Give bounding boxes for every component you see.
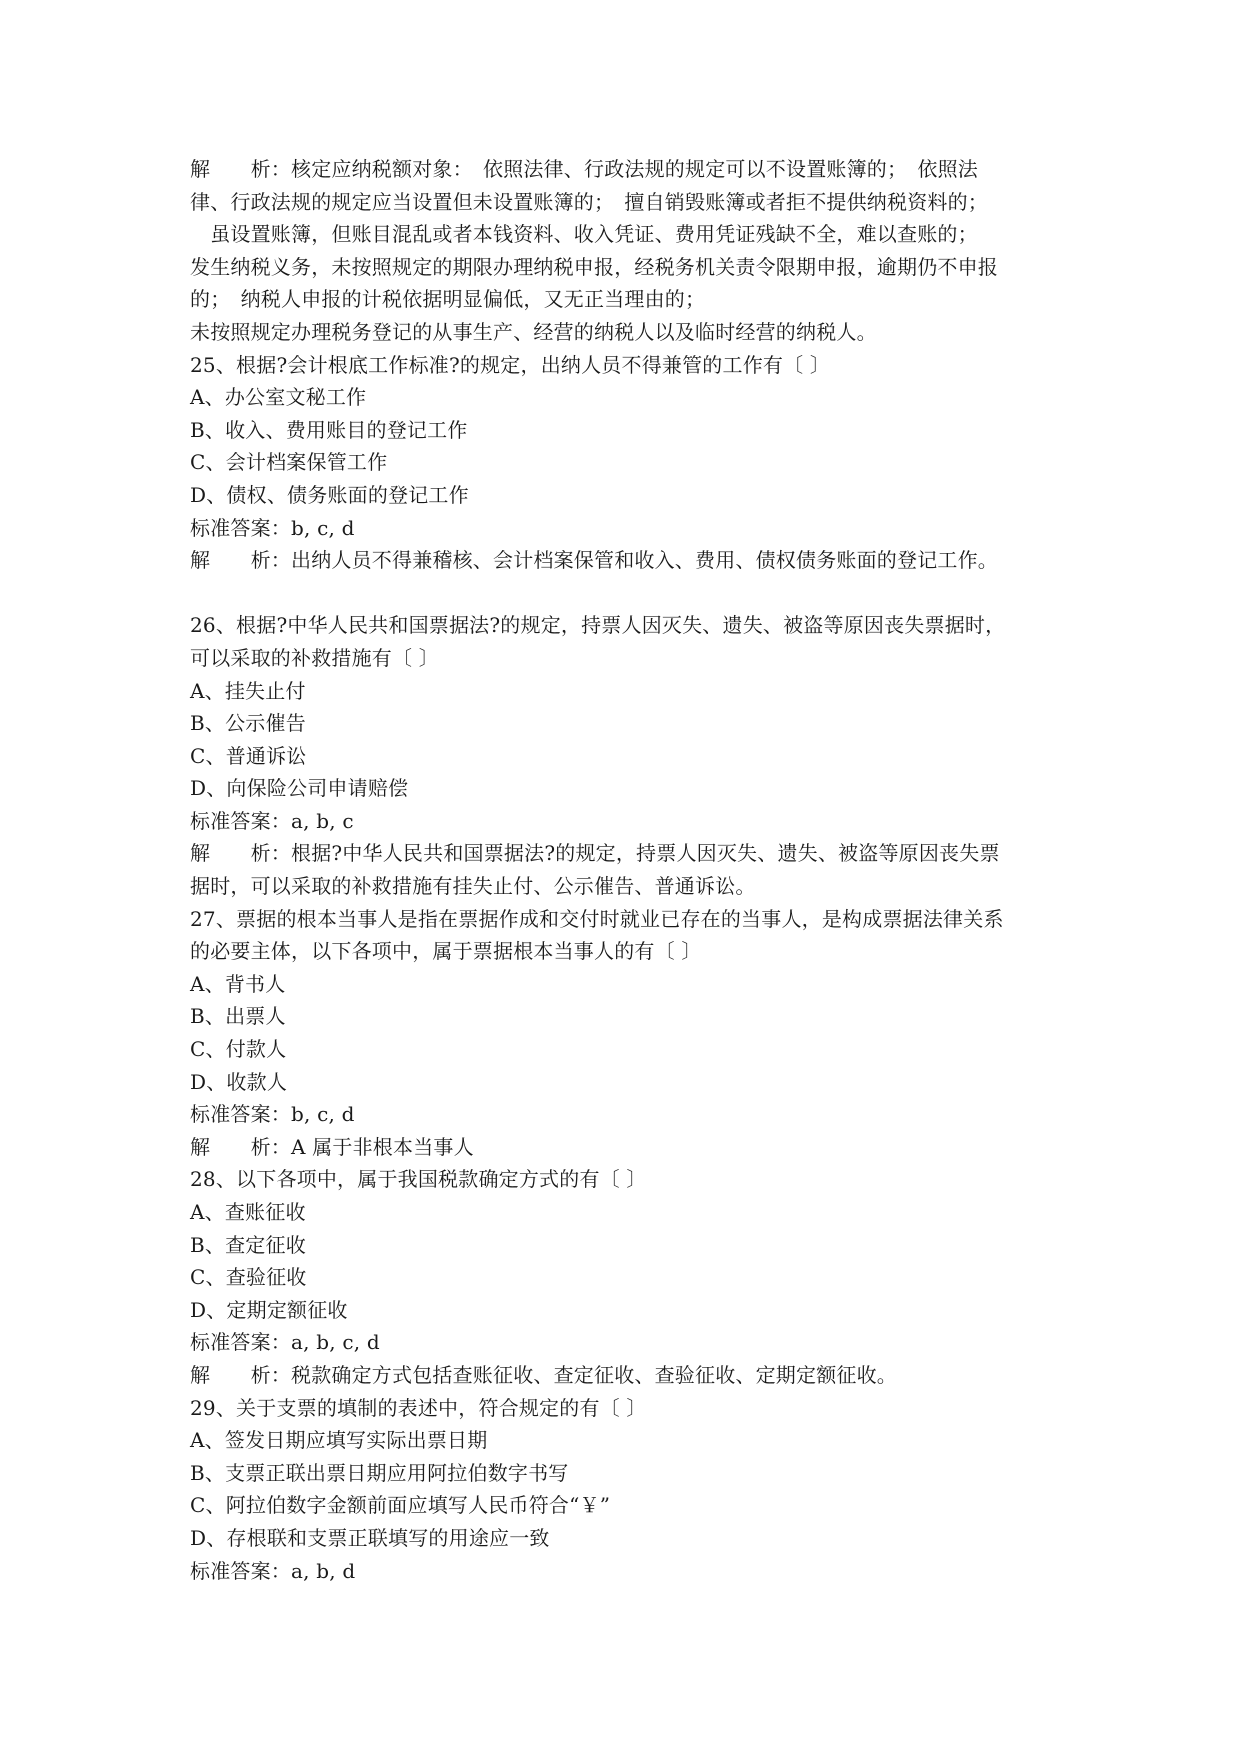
analysis: 解 析：税款确定方式包括查账征收、查定征收、查验征收、定期定额征收。 — [190, 1362, 897, 1387]
option-d: D、债权、债务账面的登记工作 — [190, 482, 469, 507]
option-c: C、会计档案保管工作 — [190, 450, 388, 475]
question-29 — [190, 1392, 1060, 1588]
spacer — [190, 577, 1060, 610]
option-d: D、向保险公司申请赔偿 — [190, 776, 409, 801]
question-stem: 25、根据?会计根底工作标准?的规定，出纳人员不得兼管的工作有〔 〕 — [190, 352, 831, 377]
option-b: B、公示催告 — [190, 711, 306, 736]
question-28 — [190, 1163, 1060, 1391]
option-c: C、查验征收 — [190, 1265, 307, 1290]
text-line: 发生纳税义务，未按照规定的期限办理纳税申报，经税务机关责令限期申报，逾期仍不申报 — [190, 254, 998, 279]
question-25 — [190, 349, 1060, 577]
option-c: C、付款人 — [190, 1037, 287, 1062]
option-b: B、查定征收 — [190, 1232, 306, 1257]
analysis: 解 析：根据?中华人民共和国票据法?的规定，持票人因灭失、遗失、被盗等原因丧失票 — [190, 841, 1000, 866]
question-26 — [190, 609, 1060, 902]
option-c: C、阿拉伯数字金额前面应填写人民币符合“￥” — [190, 1493, 611, 1518]
standard-answer: 标准答案：a, b, c — [190, 808, 354, 833]
option-a: A、背书人 — [190, 971, 286, 996]
analysis: 据时，可以采取的补救措施有挂失止付、公示催告、普通诉讼。 — [190, 874, 756, 899]
question-stem: 28、以下各项中，属于我国税款确定方式的有〔 〕 — [190, 1167, 647, 1192]
question-27 — [190, 903, 1060, 1164]
question-stem: 可以采取的补救措施有〔 〕 — [190, 645, 439, 670]
option-d: D、存根联和支票正联填写的用途应一致 — [190, 1525, 550, 1550]
text-line: 律、行政法规的规定应当设置但未设置账簿的； 擅自销毁账簿或者拒不提供纳税资料的； — [190, 189, 988, 214]
option-b: B、出票人 — [190, 1004, 286, 1029]
option-a: A、办公室文秘工作 — [190, 385, 367, 410]
text-line: 未按照规定办理税务登记的从事生产、经营的纳税人以及临时经营的纳税人。 — [190, 319, 877, 344]
question-stem: 的必要主体，以下各项中，属于票据根本当事人的有〔 〕 — [190, 939, 702, 964]
standard-answer: 标准答案：a, b, d — [190, 1558, 356, 1583]
question-stem: 26、根据?中华人民共和国票据法?的规定，持票人因灭失、遗失、被盗等原因丧失票据时， — [190, 613, 1006, 638]
analysis: 解 析：出纳人员不得兼稽核、会计档案保管和收入、费用、债权债务账面的登记工作。 — [190, 548, 998, 573]
standard-answer: 标准答案：a, b, c, d — [190, 1330, 380, 1355]
standard-answer: 标准答案：b, c, d — [190, 1102, 355, 1127]
option-a: A、挂失止付 — [190, 678, 306, 703]
option-b: B、支票正联出票日期应用阿拉伯数字书写 — [190, 1460, 569, 1485]
text-line: 虽设置账簿，但账目混乱或者本钱资料、收入凭证、费用凭证残缺不全，难以查账的； — [190, 222, 978, 247]
text-line: 的； 纳税人申报的计税依据明显偏低，又无正当理由的； — [190, 287, 706, 312]
document-body — [190, 153, 1060, 1587]
option-a: A、签发日期应填写实际出票日期 — [190, 1428, 488, 1453]
analysis: 解 析：A 属于非根本当事人 — [190, 1134, 474, 1159]
option-d: D、收款人 — [190, 1069, 288, 1094]
standard-answer: 标准答案：b, c, d — [190, 515, 355, 540]
option-a: A、查账征收 — [190, 1200, 306, 1224]
question-stem: 29、关于支票的填制的表述中，符合规定的有〔 〕 — [190, 1395, 647, 1420]
intro-analysis — [190, 153, 1060, 349]
option-c: C、普通诉讼 — [190, 743, 307, 768]
option-b: B、收入、费用账目的登记工作 — [190, 417, 468, 442]
text-line: 解 析：核定应纳税额对象： 依照法律、行政法规的规定可以不设置账簿的； 依照法 — [190, 157, 978, 181]
option-d: D、定期定额征收 — [190, 1297, 348, 1322]
question-stem: 27、票据的根本当事人是指在票据作成和交付时就业已存在的当事人，是构成票据法律关系 — [190, 906, 1004, 931]
